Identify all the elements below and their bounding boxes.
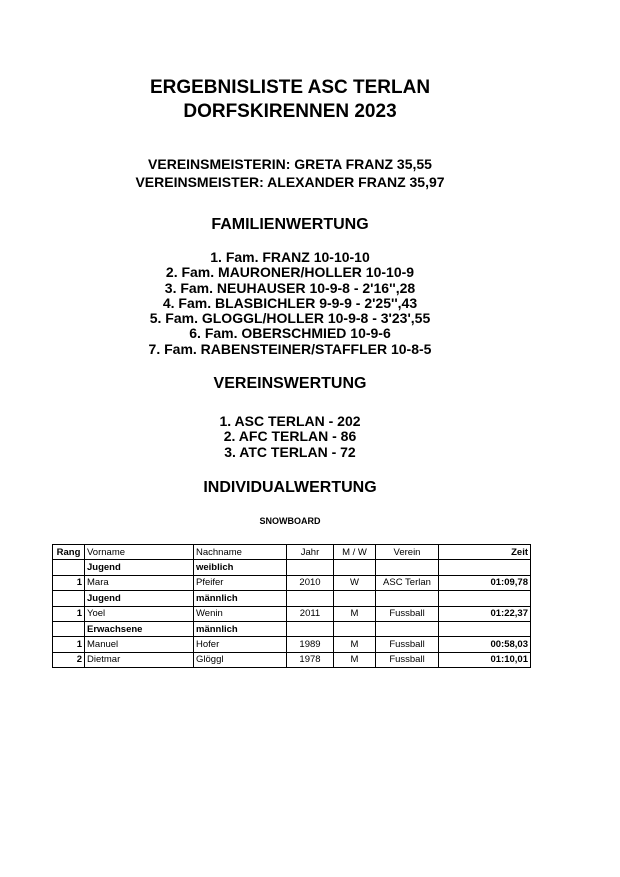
club-champions bbox=[0, 155, 580, 191]
cell-nachname: Hofer bbox=[194, 637, 287, 652]
cell-mw: M bbox=[334, 652, 376, 667]
title-line-2: DORFSKIRENNEN 2023 bbox=[183, 101, 397, 122]
cell-mw: M bbox=[334, 637, 376, 652]
cell-zeit: 01:22,37 bbox=[439, 606, 531, 621]
cell-jahr: 1978 bbox=[287, 652, 334, 667]
family-entry: 6. Fam. OBERSCHMIED 10-9-6 bbox=[189, 325, 391, 342]
title-line-1: ERGEBNISLISTE ASC TERLAN bbox=[149, 77, 431, 98]
family-entry: 7. Fam. RABENSTEINER/STAFFLER 10-8-5 bbox=[148, 340, 432, 357]
group-row bbox=[53, 621, 531, 636]
col-header-rang: Rang bbox=[53, 545, 85, 560]
vereinswertung-heading: VEREINSWERTUNG bbox=[213, 375, 367, 392]
vereinswertung-list bbox=[0, 414, 580, 460]
family-entry: 5. Fam. GLOGGL/HOLLER 10-9-8 - 3'23',55 bbox=[149, 310, 431, 327]
cell-nachname: Wenin bbox=[194, 606, 287, 621]
cell-vorname: Dietmar bbox=[85, 652, 194, 667]
cell-zeit: 00:58,03 bbox=[439, 637, 531, 652]
table-row bbox=[53, 575, 531, 590]
club-entry: 1. ASC TERLAN - 202 bbox=[219, 413, 361, 429]
document-title bbox=[0, 76, 580, 124]
cell-nachname: Pfeifer bbox=[194, 575, 287, 590]
family-entry: 3. Fam. NEUHAUSER 10-9-8 - 2'16'',28 bbox=[164, 279, 416, 296]
family-entry: 4. Fam. BLASBICHLER 9-9-9 - 2'25'',43 bbox=[162, 294, 418, 311]
champion-female: VEREINSMEISTERIN: GRETA FRANZ 35,55 bbox=[148, 156, 432, 172]
group-class: Jugend bbox=[85, 591, 194, 606]
family-entry: 2. Fam. MAURONER/HOLLER 10-10-9 bbox=[165, 264, 415, 281]
cell-zeit: 01:09,78 bbox=[439, 575, 531, 590]
results-table bbox=[52, 544, 531, 668]
cell-verein: Fussball bbox=[376, 652, 439, 667]
cell-vorname: Mara bbox=[85, 575, 194, 590]
group-gender: männlich bbox=[194, 621, 287, 636]
category-heading: SNOWBOARD bbox=[259, 516, 321, 526]
cell-rang: 1 bbox=[53, 606, 85, 621]
cell-rang: 1 bbox=[53, 575, 85, 590]
family-entry: 1. Fam. FRANZ 10-10-10 bbox=[210, 249, 370, 265]
group-row bbox=[53, 591, 531, 606]
col-header-verein: Verein bbox=[376, 545, 439, 560]
table-header-row bbox=[53, 545, 531, 560]
club-entry: 3. ATC TERLAN - 72 bbox=[224, 443, 356, 460]
cell-jahr: 2010 bbox=[287, 575, 334, 590]
table-row bbox=[53, 637, 531, 652]
cell-mw: M bbox=[334, 606, 376, 621]
cell-rang: 2 bbox=[53, 652, 85, 667]
familienwertung-list bbox=[0, 250, 580, 357]
cell-vorname: Yoel bbox=[85, 606, 194, 621]
col-header-zeit: Zeit bbox=[439, 545, 531, 560]
col-header-nachname: Nachname bbox=[194, 545, 287, 560]
cell-rang: 1 bbox=[53, 637, 85, 652]
table-row bbox=[53, 652, 531, 667]
champion-male: VEREINSMEISTER: ALEXANDER FRANZ 35,97 bbox=[135, 174, 445, 190]
cell-nachname: Glöggl bbox=[194, 652, 287, 667]
club-entry: 2. AFC TERLAN - 86 bbox=[223, 428, 357, 445]
col-header-mw: M / W bbox=[334, 545, 376, 560]
col-header-jahr: Jahr bbox=[287, 545, 334, 560]
cell-zeit: 01:10,01 bbox=[439, 652, 531, 667]
group-class: Erwachsene bbox=[85, 621, 194, 636]
cell-mw: W bbox=[334, 575, 376, 590]
table-row bbox=[53, 606, 531, 621]
cell-verein: Fussball bbox=[376, 637, 439, 652]
individualwertung-heading: INDIVIDUALWERTUNG bbox=[203, 479, 377, 496]
col-header-vorname: Vorname bbox=[85, 545, 194, 560]
cell-verein: Fussball bbox=[376, 606, 439, 621]
group-gender: männlich bbox=[194, 591, 287, 606]
cell-verein: ASC Terlan bbox=[376, 575, 439, 590]
cell-vorname: Manuel bbox=[85, 637, 194, 652]
group-class: Jugend bbox=[85, 560, 194, 575]
familienwertung-heading: FAMILIENWERTUNG bbox=[211, 216, 369, 233]
group-gender: weiblich bbox=[194, 560, 287, 575]
group-row bbox=[53, 560, 531, 575]
cell-jahr: 2011 bbox=[287, 606, 334, 621]
cell-jahr: 1989 bbox=[287, 637, 334, 652]
